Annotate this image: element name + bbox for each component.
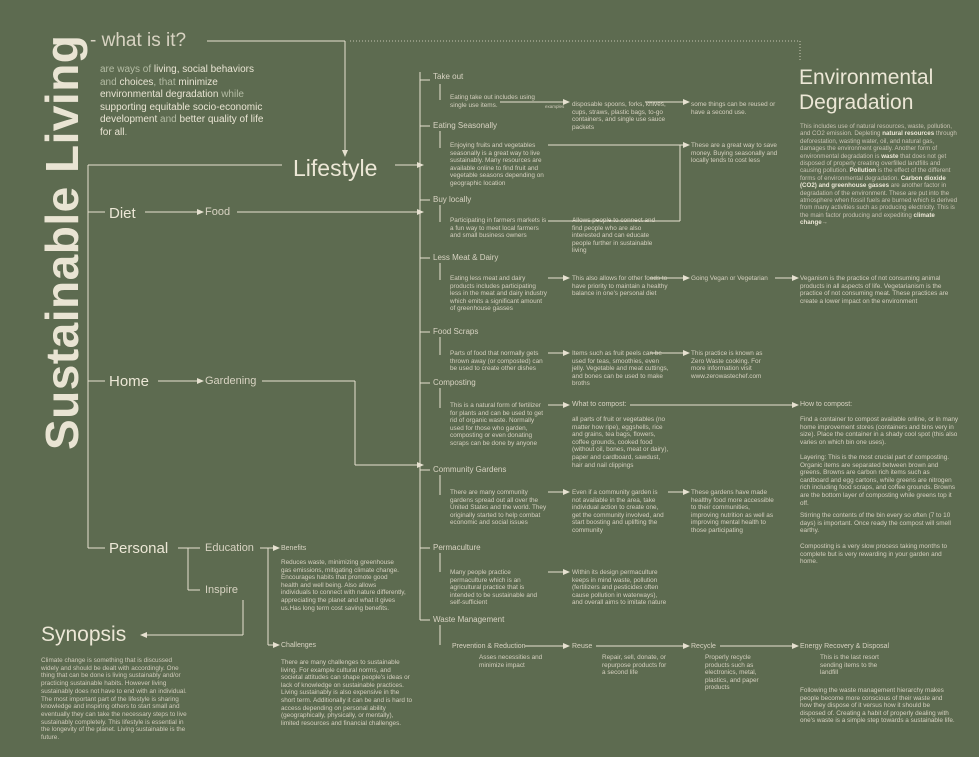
garden-text-1: There are many community gardens spread out all over the United States and the world. They originally started to help combat economic and social issues — [450, 489, 547, 527]
compost-text-6: Composting is a very slow process taking months to complete but is very rewarding in your garden and home. — [800, 543, 948, 566]
branch-inspire: Inspire — [205, 584, 239, 596]
wm-energy-text: This is the last resort sending items to the landfill — [820, 654, 879, 677]
garden-text-3: These gardens have made healthy food more accessible to their communities, improving nutrition as well as improving mental health to those participating — [691, 489, 774, 534]
cat-buy-locally: Buy locally — [433, 195, 472, 204]
local-text-1: Participating in farmers markets is a fun way to meet local farmers and small business owners — [450, 217, 547, 240]
synopsis-text: Climate change is something that is discussed widely and should be dealt with accordingly. One thing that can be done is living sustainably and/or practicing sustainable habits. However living sustainably does not have to end with an individual. The most important part of the lifestyle is sharing knowledge and inspiring others to start small and eventually they can take the necessary steps to live sustainably completely. This lifestyle is essential in the longevity of the planet. Living sustainable is the future. — [41, 657, 187, 742]
seasonal-text-1: Enjoying fruits and vegetables seasonally is a great way to live sustainably. Many resources are available online to find fruit and vegetable seasons depending on geographic location — [450, 142, 544, 187]
cat-waste-management: Waste Management — [433, 615, 505, 624]
garden-text-2: Even if a community garden is not available in the area, take individual action to create one, get the community involved, and start boosting and uplifting the community — [572, 489, 664, 534]
branch-food: Food — [205, 206, 231, 218]
meat-text-2: This also allows for other foods to have priority to maintain a healthy balance in one's personal diet — [572, 275, 668, 298]
branch-diet: Diet — [109, 205, 136, 222]
seasonal-text-2: These are a great way to save money. Buying seasonally and locally tends to cost less — [691, 142, 778, 165]
challenges-text: There are many challenges to sustainable living. For example cultural norms, and societal attitudes can shape people's ideas or lack of knowledge on sustainable practices. Living sustainably is also expensive in the short term. Additionally it can be and is hard to access depending on personal ability (geographically, physically, or mentally), limited resources and financial challenges. — [281, 659, 413, 727]
branch-personal: Personal — [109, 540, 169, 557]
wm-prevention-text: Asses necessities and minimize impact — [479, 654, 543, 669]
compost-text-1: This is a natural form of fertilizer for plants and can be used to get rid of organic waste. Normally used for those who garden, composting or even donating scraps can be done by anyone — [450, 402, 544, 447]
perma-text-2: Within its design permaculture keeps in mind waste, pollution (fertilizers and pesticides often cause pollution in waterways), and overall aims to imitate nature — [572, 569, 667, 607]
meat-text-4: Veganism is the practice of not consuming animal products in all aspects of life. Vegetarianism is the practice of not consuming meat. These practices are create a lower impact on the environment — [800, 275, 949, 305]
wm-energy-label: Energy Recovery & Disposal — [800, 643, 890, 650]
compost-text-5: Stirring the contents of the bin every so often (7 to 10 days) is important. Once ready the compost will smell earthy. — [800, 512, 951, 535]
meat-text-3: Going Vegan or Vegetarian — [691, 275, 768, 282]
cat-composting: Composting — [433, 378, 476, 387]
env-text: This includes use of natural resources, waste, pollution, and CO2 emission. Depleting natural resources through deforestation, wasting water, oil, and natural gas, damages the environment greatly. Another form of environmental degradation is waste that does not get disposed of properly creating overfilled landfills and causing pollution. Pollution is the effect of the different forms of environmental degradation. Carbon dioxide (CO2) and greenhouse gasses are another factor in degradation of the environment. These are put into the atmosphere when fossil fuels are burned which is derived from many activities such as producing electricity. This is the main factor producing and expediting climate change→ — [800, 123, 958, 227]
lifestyle-node: Lifestyle — [293, 155, 378, 181]
intro-definition: are ways of living, social behaviors and choices, that minimize environmental degradation while supporting equitable socio-economic development and better quality of life for all. — [100, 64, 264, 138]
takeout-text-1: Eating take out includes using single use items. — [450, 94, 535, 109]
wm-recycle-text: Properly recycle products such as electronics, metal, plastics, and paper products — [705, 654, 759, 692]
synopsis-title: Synopsis — [41, 623, 127, 646]
cat-food-scraps: Food Scraps — [433, 327, 479, 336]
wm-final-text: Following the waste management hierarchy makes people become more conscious of their waste and how they dispose of it versus how it should be disposed of. Creating a habit of properly dealing with one's waste is a simple step towards a sustainable life. — [800, 687, 955, 725]
branch-home: Home — [109, 373, 150, 390]
meat-text-1: Eating less meat and dairy products includes participating less in the meat and dairy industry which emits a significant amount of greenhouse gasses — [450, 275, 547, 313]
takeout-text-3: some things can be reused or have a second use. — [691, 101, 776, 116]
what-is-it-label: - what is it? — [90, 30, 187, 51]
env-title: Environmental Degradation — [799, 66, 934, 114]
branch-education: Education — [205, 542, 254, 554]
perma-text-1: Many people practice permaculture which is an agricultural practice that is intended to be sustainable and self-sufficient — [450, 569, 538, 607]
compost-text-3: Find a container to compost available online, or in many home improvement stores (containers and bins very in size). Place the container in a shady cool spot (this also varies on which bin one uses). — [800, 416, 959, 446]
compost-text-2: all parts of fruit or vegetables (no matter how ripe), eggshells, rice and grains, tea bags, flowers, coffee grounds, cooked food (without oil, bones, meat or dairy), paper and cardboard, sawdust, hair and nail clippings — [572, 416, 669, 469]
main-title: Sustainable Living — [36, 34, 88, 450]
cat-less-meat: Less Meat & Dairy — [433, 253, 499, 262]
local-text-2: Allows people to connect and find people who are also interested and can educate people further in sustainable living — [572, 217, 656, 255]
benefits-text: Reduces waste, minimizing greenhouse gas emissions, mitigating climate change. Encourages habits that promote good health and well being. Also allows individuals to connect with nature differently, appreciating the planet and what it gives us.Has long term cost saving benefits. — [281, 559, 406, 612]
cat-community-gardens: Community Gardens — [433, 465, 507, 474]
wm-reuse-label: Reuse — [572, 643, 593, 650]
how-to-compost-label: How to compost: — [800, 401, 853, 408]
wm-reuse-text: Repair, sell, donate, or repurpose products for a second life — [602, 654, 667, 677]
what-to-compost-label: What to compost: — [572, 401, 627, 408]
challenges-label: Challenges — [281, 642, 317, 649]
wm-recycle-label: Recycle — [691, 643, 716, 650]
cat-eating-seasonally: Eating Seasonally — [433, 121, 498, 130]
cat-take-out: Take out — [433, 72, 464, 81]
examples-label: examples — [545, 104, 565, 109]
compost-text-4: Layering: This is the most crucial part of composting. Organic items are separated between brown and greens. Browns are carbon rich items such as cardboard and egg cartons, while greens are nitrogen rich including food scraps, and coffee grounds. Browns are the bottom layer of composting while greens top it off. — [800, 454, 956, 507]
benefits-label: Benefits — [281, 545, 307, 552]
scraps-text-2: Items such as fruit peels can be used for teas, smoothies, even jelly. Vegetable and meat cuttings, and bones can be used to make broths — [572, 350, 669, 388]
cat-permaculture: Permaculture — [433, 543, 481, 552]
scraps-text-1: Parts of food that normally gets thrown away (or composted) can be used to create other dishes — [450, 350, 543, 373]
wm-prevention-label: Prevention & Reduction — [452, 643, 526, 650]
takeout-text-2: disposable spoons, forks, knives, cups, straws, plastic bags, to-go containers, and single use sauce packets — [572, 101, 666, 131]
branch-gardening: Gardening — [205, 375, 257, 387]
scraps-text-3: This practice is known as Zero Waste cooking. For more information visit www.zerowastechef.com — [691, 350, 763, 380]
